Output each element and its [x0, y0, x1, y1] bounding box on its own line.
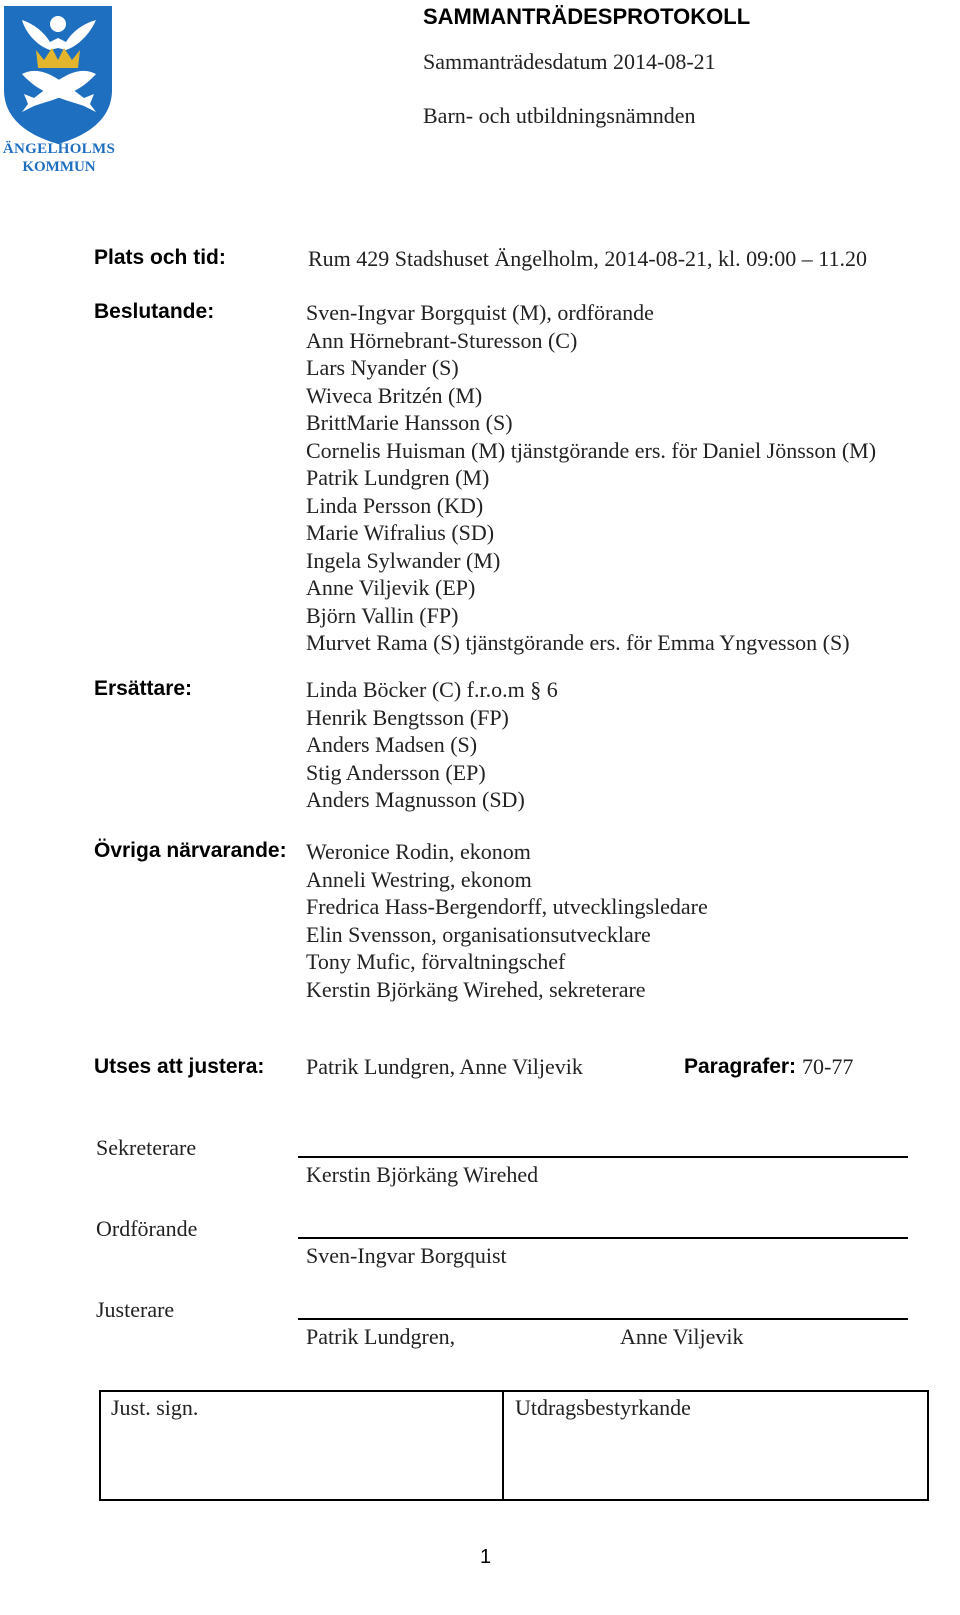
list-item: Weronice Rodin, ekonom: [306, 839, 531, 864]
paragraphs-value: 70-77: [802, 1054, 854, 1079]
list-item: Fredrica Hass-Bergendorff, utvecklingsledare: [306, 894, 708, 919]
list-item: Cornelis Huisman (M) tjänstgörande ers. för Daniel Jönsson (M): [306, 437, 877, 463]
list-item: Anders Madsen (S): [306, 732, 478, 757]
municipality-logo: [0, 2, 118, 182]
list-item: Linda Böcker (C) f.r.o.m § 6: [306, 677, 558, 702]
document-title: SAMMANTRÄDESPROTOKOLL: [423, 4, 751, 29]
signature-name-adjuster-1: Patrik Lundgren,: [306, 1324, 456, 1349]
meeting-date: Sammanträdesdatum 2014-08-21: [423, 49, 716, 74]
list-item: Anders Magnusson (SD): [306, 787, 525, 812]
list-item: Henrik Bengtsson (FP): [306, 704, 509, 730]
list-item: Wiveca Britzén (M): [306, 382, 483, 408]
signature-role-adjuster: Justerare: [96, 1297, 175, 1322]
signature-name-chair: Sven-Ingvar Borgquist: [306, 1243, 507, 1268]
adjusters-value: Patrik Lundgren, Anne Viljevik: [306, 1054, 583, 1079]
list-item: Linda Persson (KD): [306, 492, 484, 518]
deciding-label: Beslutande:: [94, 300, 215, 323]
place-time-label: Plats och tid:: [94, 246, 226, 269]
signature-line-chair: [298, 1237, 908, 1239]
list-item: Elin Svensson, organisationsutvecklare: [306, 921, 651, 947]
list-item: Anne Viljevik (EP): [306, 575, 476, 600]
others-list: [306, 838, 708, 1003]
coat-of-arms-icon: [0, 2, 118, 144]
deciding-list: [306, 299, 876, 657]
committee-name: Barn- och utbildningsnämnden: [423, 103, 696, 128]
list-item: Stig Andersson (EP): [306, 759, 486, 785]
extract-certification-box: [502, 1390, 929, 1501]
page-number: 1: [480, 1546, 492, 1568]
just-sign-label: Just. sign.: [111, 1395, 199, 1420]
list-item: Tony Mufic, förvaltningschef: [306, 949, 566, 974]
logo-text-line1: ÄNGELHOLMS: [2, 141, 116, 157]
list-item: Murvet Rama (S) tjänstgörande ers. för Emma Yngvesson (S): [306, 630, 850, 655]
signature-name-secretary: Kerstin Björkäng Wirehed: [306, 1162, 539, 1187]
list-item: Anneli Westring, ekonom: [306, 866, 532, 892]
list-item: Patrik Lundgren (M): [306, 465, 490, 490]
list-item: Marie Wifralius (SD): [306, 520, 495, 545]
place-time-value: Rum 429 Stadshuset Ängelholm, 2014-08-21, kl. 09:00 – 11.20: [308, 246, 867, 271]
logo-text-line2: KOMMUN: [22, 159, 96, 175]
signature-name-adjuster-2: Anne Viljevik: [620, 1324, 744, 1349]
extract-certification-label: Utdragsbestyrkande: [515, 1395, 691, 1420]
substitutes-label: Ersättare:: [94, 677, 193, 700]
signature-line-secretary: [298, 1156, 908, 1158]
just-sign-box: [99, 1390, 504, 1501]
list-item: Ann Hörnebrant-Sturesson (C): [306, 327, 578, 353]
list-item: Björn Vallin (FP): [306, 602, 459, 628]
signature-line-adjuster: [298, 1318, 908, 1320]
list-item: Lars Nyander (S): [306, 355, 459, 380]
signature-role-chair: Ordförande: [96, 1216, 198, 1241]
list-item: Kerstin Björkäng Wirehed, sekreterare: [306, 976, 646, 1002]
adjusters-label: Utses att justera:: [94, 1055, 265, 1078]
paragraphs-label: Paragrafer:: [684, 1055, 797, 1078]
substitutes-list: [306, 676, 558, 814]
list-item: Ingela Sylwander (M): [306, 547, 501, 573]
others-label: Övriga närvarande:: [94, 839, 287, 862]
list-item: BrittMarie Hansson (S): [306, 410, 513, 435]
list-item: Sven-Ingvar Borgquist (M), ordförande: [306, 300, 654, 325]
signature-role-secretary: Sekreterare: [96, 1135, 197, 1160]
